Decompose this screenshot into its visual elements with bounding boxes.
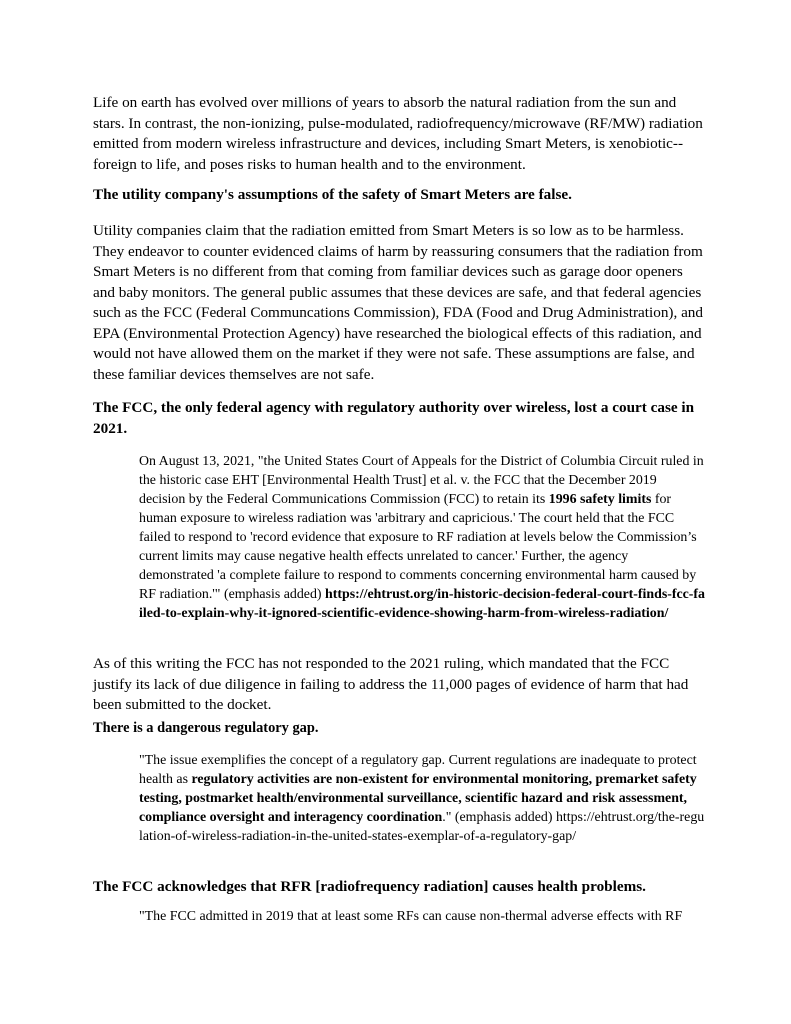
ehtrust-court-link[interactable]: https://ehtrust.org/in-historic-decision-federal-court-finds-fcc-failed-to-explain-why-it-ignored-scientific-evidence-showing-harm-from-wireless-radiation/ (139, 587, 706, 621)
ruling-paragraph: As of this writing the FCC has not responded to the 2021 ruling, which mandated that the FCC justify its lack of due diligence in failing to address the 11,000 pages of evidence of harm that had been submitted to the docket. (93, 655, 689, 713)
court-quote-text-2: for human exposure to wireless radiation was 'arbitrary and capricious.' The court held that the FCC failed to respond to 'record evidence that exposure to RF radiation at levels below the Commission’s current limits may cause negative health effects unrelated to cancer.' Further, the agency demonstrated 'a complete failure to respond to comments concerning environmental harm caused by RF radiation.'" (emphasis added) (139, 492, 697, 602)
court-case-quote (139, 452, 705, 623)
safety-limits-emphasis: 1996 safety limits (548, 492, 652, 507)
rfr-quote-start: "The FCC admitted in 2019 that at least some RFs can cause non-thermal adverse effects with RF (139, 909, 683, 924)
heading-rfr-health: The FCC acknowledges that RFR [radiofrequency radiation] causes health problems. (93, 878, 646, 895)
assumptions-paragraph: Utility companies claim that the radiation emitted from Smart Meters is so low as to be harmless. They endeavor to counter evidenced claims of harm by reassuring consumers that the radiation from Smart Meters is no different from that coming from familiar devices such as garage door openers and baby monitors. The general public assumes that these devices are safe, and that federal agencies such as the FCC (Federal Communcations Commission), FDA (Food and Drug Administration), and EPA (Environmental Protection Agency) have researched the biological effects of this radiation, and would not have allowed them on the market if they were not safe. These assumptions are false, and these familiar devices themselves are not safe. (93, 222, 703, 383)
heading-regulatory-gap: There is a dangerous regulatory gap. (93, 720, 319, 736)
intro-paragraph: Life on earth has evolved over millions of years to absorb the natural radiation from the sun and stars. In contrast, the non-ionizing, pulse-modulated, radiofrequency/microwave (RF/MW) radiation emitted from modern wireless infrastructure and devices, including Smart Meters, is xenobiotic--foreign to life, and poses risks to human health and to the environment. (93, 94, 703, 173)
gap-quote-text-1: "The issue exemplifies the concept of a regulatory gap. Current regulations are inadequate to protect health as (139, 753, 697, 787)
gap-quote-text-2: ." (emphasis added) https://ehtrust.org/the-regulation-of-wireless-radiation-in-the-united-states-exemplar-of-a-regulatory-gap/ (139, 810, 705, 844)
heading-assumptions: The utility company's assumptions of the safety of Smart Meters are false. (93, 186, 572, 203)
regulatory-activities-emphasis: regulatory activities are non-existent for environmental monitoring, premarket safety testing, postmarket health/environmental surveillance, scientific hazard and risk assessment, compliance oversight and interagency coordination (139, 772, 697, 825)
court-quote-text-1: On August 13, 2021, "the United States Court of Appeals for the District of Columbia Circuit ruled in the historic case EHT [Environmental Health Trust] et al. v. the FCC that the December 2019 decision by the Federal Communications Commission (FCC) to retain its (139, 454, 704, 507)
regulatory-gap-quote (139, 751, 705, 846)
heading-fcc-court-case: The FCC, the only federal agency with regulatory authority over wireless, lost a court case in 2021. (93, 399, 695, 437)
